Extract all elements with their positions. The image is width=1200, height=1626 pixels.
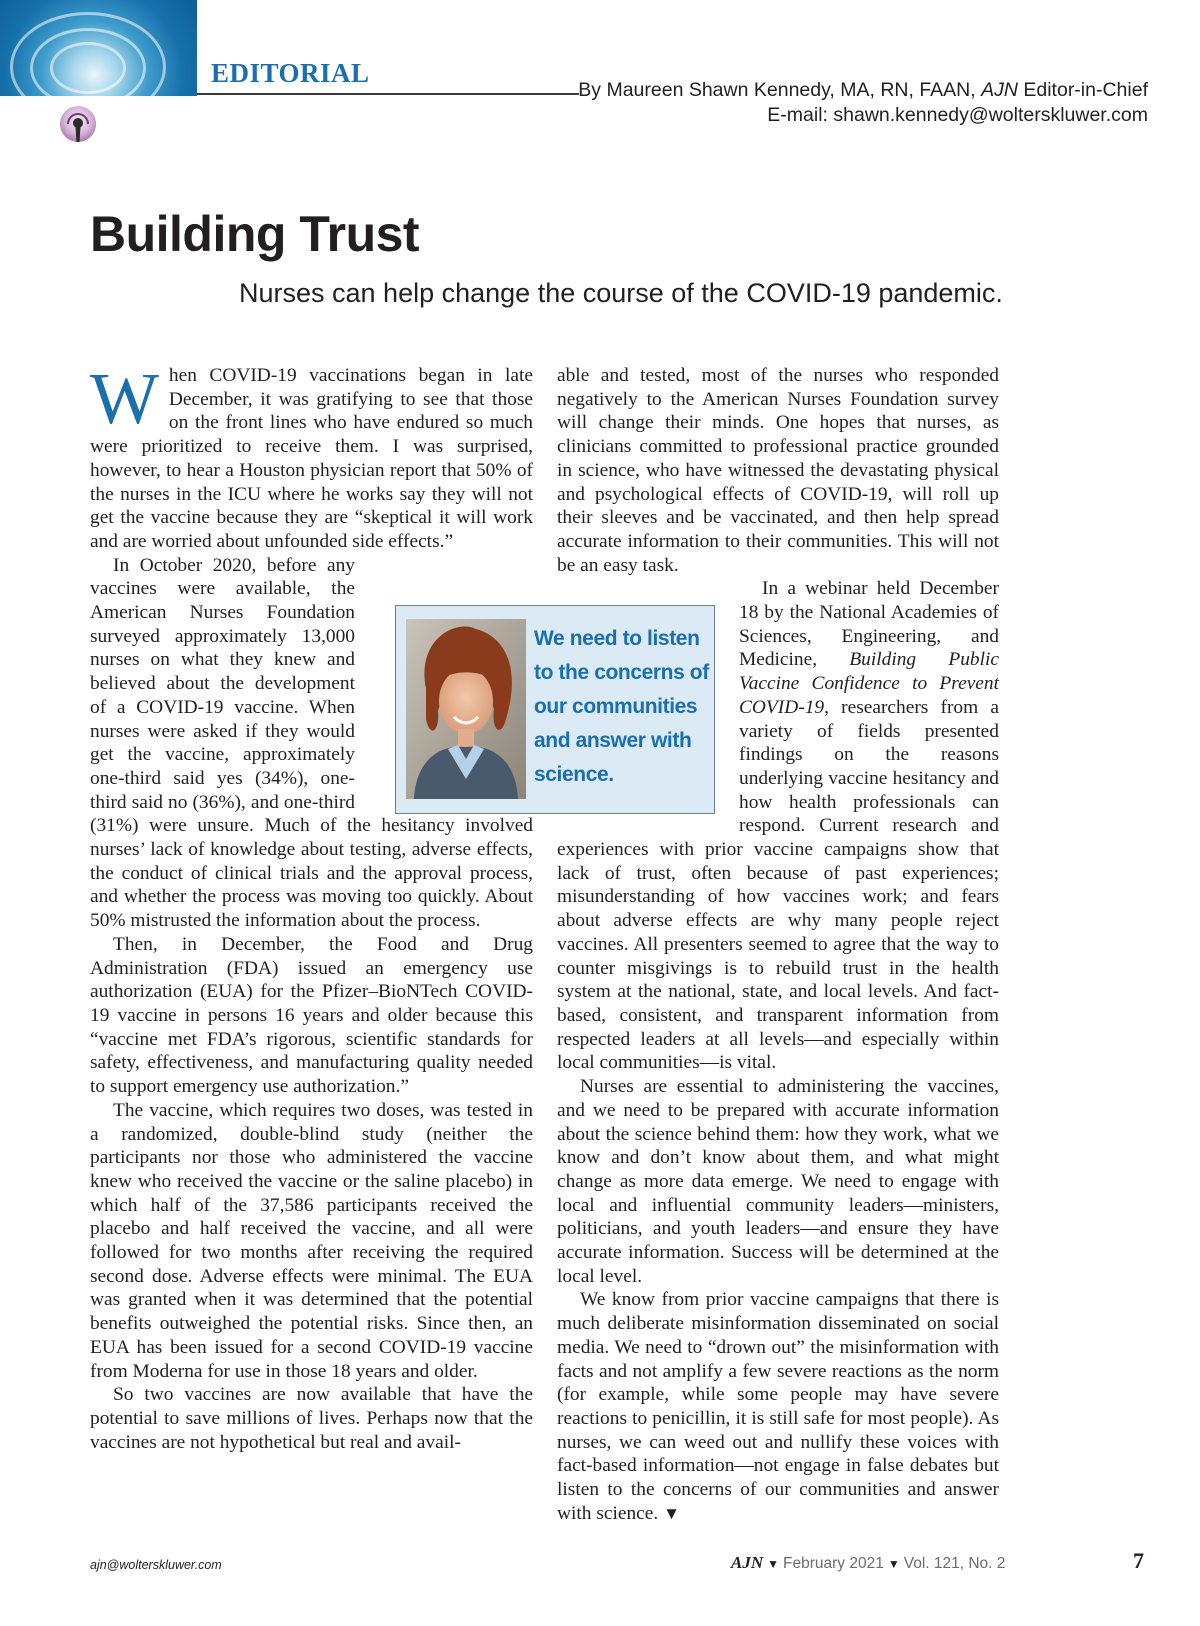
pullquote-text: We need to listen to the concerns of our communities and answer with science. <box>534 627 709 786</box>
section-label: EDITORIAL <box>211 58 370 88</box>
paragraph: In a webinar held December 18 by the National Academies of Sciences, Engineering, and Medicine, Building Public Vaccine Confidence to Prevent COVID-19, researchers from a variety of fields presented findings on the reasons underlying vaccine hesitancy and how health professionals can respond. Current research and experiences with prior vaccine campaigns show that lack of trust, often because of past experiences; misunderstanding of how vaccines work; and fears about adverse effects are why many people reject vaccines. All presenters seemed to agree that the way to counter misgivings is to rebuild trust in the health system at the national, state, and local levels. And fact-based, consistent, and transparent information from respected leaders at all levels—and especially within local communities—is vital. <box>557 578 999 1074</box>
right-column <box>557 364 999 1525</box>
paragraph: In October 2020, before any vaccines were available, the American Nurses Foundation surveyed approximately 13,000 nurses on what they knew and believed about the development of a COVID-19 vaccine. When nurses were asked if they would get the vaccine, approximately one-third said yes (34%), one-third said no (36%), and one-third (31%) were unsure. Much of the hesitancy involved nurses’ lack of knowledge about testing, adverse effects, the conduct of clinical trials and the approval process, and whether the process was moving too quickly. About 50% mistrusted the information about the process. <box>90 554 533 932</box>
header-rule <box>197 93 579 95</box>
author-photo <box>406 619 526 799</box>
drop-cap: W <box>90 358 159 439</box>
footer-volume: Vol. 121, No. 2 <box>903 1555 1006 1572</box>
paragraph: We know from prior vaccine campaigns that there is much deliberate misinformation disseminated on social media. We need to “drown out” the misinformation with facts and not amplify a few severe reactions as the norm (for example, while some people may have severe reactions to penicillin, it is still safe for most people). As nurses, we can weed out and nullify these voices with fact-based information—not engage in false debates but listen to the concerns of our communities and answer with science. ▼ <box>557 1289 999 1524</box>
author-email[interactable]: E-mail: shawn.kennedy@wolterskluwer.com <box>767 104 1148 126</box>
footer-email[interactable]: ajn@wolterskluwer.com <box>90 1558 222 1572</box>
footer-journal: AJN <box>731 1553 764 1572</box>
paragraph: The vaccine, which requires two doses, was tested in a randomized, double-blind study (neither the participants nor those who administered the vaccine knew who received the vaccine or the saline placebo) in which half of the 37,586 participants received the placebo and half received the vaccine, and all were followed for two months after receiving the required second dose. Adverse effects were minimal. The EUA was granted when it was determined that the potential benefits outweighed the potential risks. Since then, an EUA has been issued for a second COVID-19 vaccine from Moderna for use in those 18 years and older. <box>90 1099 533 1382</box>
page-number: 7 <box>1133 1548 1144 1573</box>
paragraph: So two vaccines are now available that have the potential to save millions of lives. Perhaps now that the vaccines are not hypothetical but real and avail- <box>90 1384 533 1453</box>
paragraph: Nurses are essential to administering the vaccines, and we need to be prepared with accurate information about the science behind them: how they work, what we know and don’t know about them, and what might change as more data emerge. We need to engage with local and influential community leaders—ministers, politicians, and youth leaders—and ensure they have accurate information. Success will be determined at the local level. <box>557 1076 999 1287</box>
footer-date: February 2021 <box>783 1555 884 1572</box>
article-title: Building Trust <box>90 206 420 262</box>
footer-issue-info <box>731 1553 1005 1573</box>
podcast-icon[interactable] <box>56 104 100 148</box>
paragraph: Then, in December, the Food and Drug Administration (FDA) issued an emergency use authorization (EUA) for the Pfizer–BioNTech COVID-19 vaccine in persons 16 years and older because this “vaccine met FDA’s rigorous, scientific standards for safety, effectiveness, and manufacturing quality needed to support emergency use authorization.” <box>90 933 533 1098</box>
triangle-icon: ▼ <box>887 1557 900 1571</box>
paragraph: When COVID-19 vaccinations began in late December, it was gratifying to see that those on the front lines who have endured so much were prioritized to receive them. I was surprised, however, to hear a Houston physician report that 50% of the nurses in the ICU where he works say they will not get the vaccine because they are “skeptical it will work and are worried about unfounded side effects.” <box>90 358 533 552</box>
article-subtitle: Nurses can help change the course of the COVID-19 pandemic. <box>239 278 1003 308</box>
pullquote-box <box>395 605 715 814</box>
end-mark-icon: ▼ <box>663 1503 680 1523</box>
left-column <box>90 358 533 1454</box>
paragraph: able and tested, most of the nurses who responded negatively to the American Nurses Foundation survey will change their minds. One hopes that nurses, as clinicians committed to professional practice grounded in science, who have witnessed the devastating physical and psychological effects of COVID-19, will roll up their sleeves and be vaccinated, and then help spread accurate information to their communities. This will not be an easy task. <box>557 365 999 576</box>
byline <box>578 78 1148 128</box>
author-line: By Maureen Shawn Kennedy, MA, RN, FAAN, AJN Editor-in-Chief <box>578 79 1148 101</box>
header-corner-graphic <box>0 0 197 96</box>
triangle-icon: ▼ <box>767 1557 780 1571</box>
